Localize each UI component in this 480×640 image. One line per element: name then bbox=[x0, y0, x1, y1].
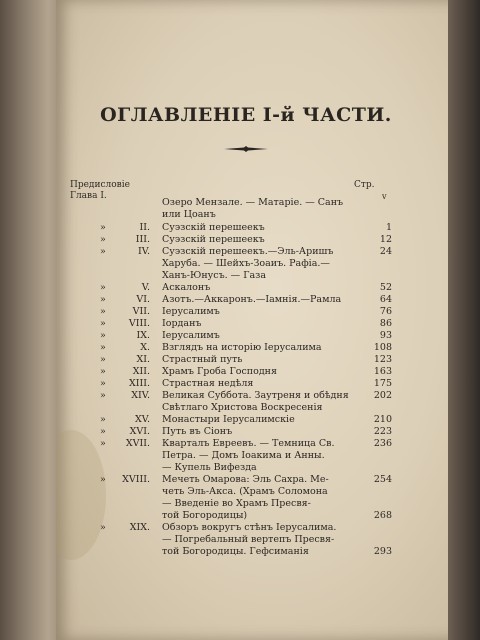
chapter-title: той Богородицы) bbox=[162, 510, 248, 521]
divider-ornament bbox=[224, 146, 268, 152]
book-spine bbox=[0, 0, 60, 640]
page-number: 202 bbox=[373, 390, 392, 401]
toc-row bbox=[70, 208, 392, 221]
page-number: 93 bbox=[379, 330, 392, 341]
chapter-number: X. bbox=[140, 342, 150, 353]
book-page bbox=[56, 0, 456, 640]
quote-mark: » bbox=[100, 282, 106, 293]
chapter-number: III. bbox=[135, 234, 150, 245]
chapter-title: Ханъ-Юнусъ. — Газа bbox=[162, 270, 266, 281]
page-number: 268 bbox=[373, 510, 392, 521]
chapter-title: Взглядъ на исторію Іерусалима bbox=[162, 342, 322, 353]
chapter-title: Страстный путь bbox=[162, 354, 243, 365]
quote-mark: » bbox=[100, 390, 106, 401]
quote-mark: » bbox=[100, 294, 106, 305]
chapter-title: Петра. — Домъ Іоакима и Анны. bbox=[162, 450, 325, 461]
chapter-title: Свѣтлаго Христова Воскресенія bbox=[162, 402, 323, 413]
page-number: 163 bbox=[373, 366, 392, 377]
quote-mark: » bbox=[100, 354, 106, 365]
page-number: 24 bbox=[379, 246, 392, 257]
quote-mark: » bbox=[100, 414, 106, 425]
chapter-number: V. bbox=[141, 282, 150, 293]
page-number: 108 bbox=[373, 342, 392, 353]
chapter-title: Великая Суббота. Заутреня и обѣдня bbox=[162, 390, 349, 401]
page-number: 210 bbox=[373, 414, 392, 425]
page-number: 293 bbox=[373, 546, 392, 557]
chapter-title: четь Эль-Акса. (Храмъ Соломона bbox=[162, 486, 328, 497]
page-number: 254 bbox=[373, 474, 392, 485]
chapter-number: XVI. bbox=[129, 426, 150, 437]
chapter-title: — Введеніе во Храмъ Пресвя- bbox=[162, 498, 311, 509]
quote-mark: » bbox=[100, 234, 106, 245]
quote-mark: » bbox=[100, 378, 106, 389]
page-number: 1 bbox=[385, 222, 392, 233]
page-number: 175 bbox=[373, 378, 392, 389]
chapter-number: XIX. bbox=[129, 522, 150, 533]
chapter-number: XV. bbox=[135, 414, 150, 425]
chapter-title: Монастыри Іерусалимскіе bbox=[162, 414, 295, 425]
quote-mark: » bbox=[100, 246, 106, 257]
chapter-number: XVII. bbox=[125, 438, 150, 449]
chapter-title: — Купель Вифезда bbox=[162, 462, 257, 473]
chapter-title: Озеро Мензале. — Матаріе. — Санъ bbox=[162, 197, 344, 208]
chapter-title: Путь въ Сіонъ bbox=[162, 426, 233, 437]
chapter-number: XI. bbox=[136, 354, 150, 365]
quote-mark: » bbox=[100, 522, 106, 533]
page-title: ОГЛАВЛЕНІЕ I-й ЧАСТИ. bbox=[100, 104, 392, 126]
chapter-title: Суэзскій перешеекъ.—Эль-Аришъ bbox=[162, 246, 334, 257]
chapter-number: II. bbox=[139, 222, 150, 233]
page-number: 86 bbox=[379, 318, 392, 329]
preface-page: v bbox=[382, 192, 387, 201]
quote-mark: » bbox=[100, 342, 106, 353]
quote-mark: » bbox=[100, 366, 106, 377]
quote-mark: » bbox=[100, 426, 106, 437]
quote-mark: » bbox=[100, 306, 106, 317]
page-number: 223 bbox=[373, 426, 392, 437]
chapter-title: Кварталъ Евреевъ. — Темница Св. bbox=[162, 438, 335, 449]
chapter-title: Аскалонъ bbox=[162, 282, 211, 293]
chapter-number: IX. bbox=[136, 330, 150, 341]
chapter-title: Обзоръ вокругъ стѣнъ Іерусалима. bbox=[162, 522, 337, 533]
toc-row bbox=[70, 545, 392, 558]
page-column-label: Стр. bbox=[354, 180, 375, 190]
page-number: 236 bbox=[373, 438, 392, 449]
chapter-label: Глава I. bbox=[70, 191, 107, 201]
quote-mark: » bbox=[100, 330, 106, 341]
chapter-number: IV. bbox=[138, 246, 150, 257]
quote-mark: » bbox=[100, 438, 106, 449]
chapter-number: XIII. bbox=[128, 378, 150, 389]
chapter-title: Храмъ Гроба Господня bbox=[162, 366, 278, 377]
chapter-title: Іерусалимъ bbox=[162, 330, 220, 341]
preface-label: Предисловіе bbox=[70, 180, 130, 190]
chapter-title: Харуба. — Шейхъ-Зоаиъ. Рафіа.— bbox=[162, 258, 330, 269]
chapter-title: той Богородицы. Гефсиманія bbox=[162, 546, 309, 557]
chapter-number: XII. bbox=[132, 366, 150, 377]
chapter-number: XVIII. bbox=[122, 474, 150, 485]
chapter-title: Іорданъ bbox=[162, 318, 202, 329]
chapter-title: Мечеть Омарова: Эль Сахра. Ме- bbox=[162, 474, 329, 485]
quote-mark: » bbox=[100, 318, 106, 329]
quote-mark: » bbox=[100, 474, 106, 485]
chapter-number: VI. bbox=[136, 294, 150, 305]
page-number: 76 bbox=[379, 306, 392, 317]
page-number: 12 bbox=[379, 234, 392, 245]
chapter-title: — Погребальный вертепъ Пресвя- bbox=[162, 534, 335, 545]
chapter-title: Азотъ.—Аккаронъ.—Іамнія.—Рамла bbox=[162, 294, 342, 305]
page-number: 52 bbox=[379, 282, 392, 293]
page-number: 64 bbox=[379, 294, 392, 305]
chapter-title: Суэзскій перешеекъ bbox=[162, 222, 265, 233]
chapter-title: Суэзскій перешеекъ bbox=[162, 234, 265, 245]
chapter-title: Іерусалимъ bbox=[162, 306, 220, 317]
chapter-number: XIV. bbox=[131, 390, 150, 401]
book-edge bbox=[448, 0, 480, 640]
chapter-number: VII. bbox=[132, 306, 150, 317]
chapter-title: или Цоанъ bbox=[162, 209, 216, 220]
chapter-title: Страстная недѣля bbox=[162, 378, 254, 389]
chapter-number: VIII. bbox=[128, 318, 150, 329]
page-number: 123 bbox=[373, 354, 392, 365]
quote-mark: » bbox=[100, 222, 106, 233]
